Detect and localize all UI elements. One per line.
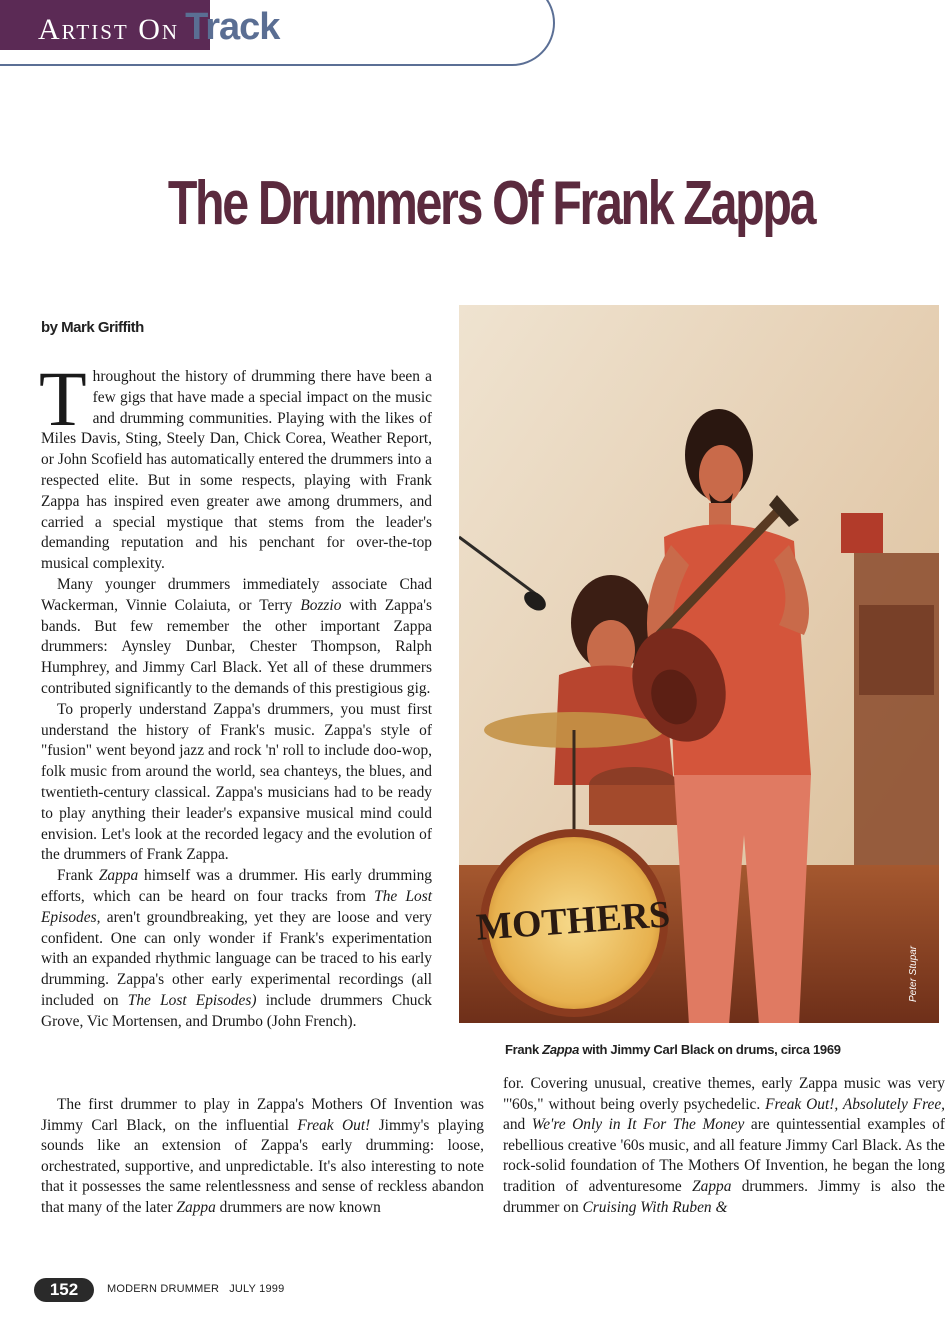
italic-run: Freak Out!	[297, 1116, 371, 1134]
section-name: Track	[185, 6, 280, 48]
caption-text-2: with Jimmy Carl Black on drums, circa 1969	[579, 1042, 841, 1057]
text-run: The first drummer to play in Zappa's Mothers Of Invention was Jimmy Carl Black, on the influential	[41, 1096, 484, 1134]
photo-caption	[505, 1042, 841, 1057]
text-run: include drummers Chuck Grove, Vic Mortensen, and Drumbo (John French).	[41, 991, 433, 1030]
page-number: 152	[34, 1278, 94, 1302]
bass-drum-lettering: MOTHERS	[474, 893, 672, 949]
paragraph	[41, 866, 432, 1032]
italic-run: The Lost Episodes)	[127, 991, 257, 1009]
body-left-paragraphs	[39, 355, 433, 1033]
paragraph	[39, 355, 432, 575]
paragraph	[41, 575, 432, 700]
italic-run: Freak Out!, Absolutely Free,	[765, 1095, 946, 1113]
italic-run: The Lost Episodes,	[41, 887, 432, 926]
paragraph	[41, 1095, 484, 1219]
italic-run: We're Only in It For The Money	[531, 1116, 745, 1134]
text-run: for. Covering unusual, creative themes, early Zappa music was very "'60s," without being overly psychedelic.	[503, 1075, 945, 1113]
section-prefix: Artist On	[38, 13, 180, 46]
paragraph	[41, 700, 432, 866]
italic-run: Zappa	[98, 867, 139, 885]
text-run: Frank	[57, 867, 99, 885]
article-title: The Drummers Of Frank Zappa	[167, 169, 815, 238]
text-run: Jimmy's playing sounds like an extension of Zappa's early drumming: loose, orchestrated, supportive, and unpredictable. It's also interesting to note that it possesses the same relentlessness and sense of reckless abandon that many of the later	[41, 1116, 484, 1216]
photo-credit: Peter Stupar	[908, 945, 919, 1002]
caption-text-1: Frank	[505, 1042, 543, 1057]
text-run: drummers. Jimmy is also the drummer on	[503, 1177, 945, 1216]
section-header	[38, 8, 279, 46]
italic-run: Bozzio	[300, 596, 342, 614]
text-run: and	[503, 1116, 532, 1134]
photo	[459, 305, 939, 1023]
body-column-bottom-right	[503, 1074, 945, 1218]
paragraph	[503, 1074, 945, 1218]
byline: by Mark Griffith	[41, 319, 144, 336]
magazine-name: MODERN DRUMMER	[107, 1283, 220, 1295]
text-run: with Zappa's bands. But few remember the other important Zappa drummers: Aynsley Dunbar, Chester Thompson, Ralph Humphrey, and Jimmy Carl Black. Yet all of these drummers contributed significantly to the demands of this prestigious gig.	[41, 596, 432, 697]
text-run: drummers are now known	[215, 1198, 381, 1216]
text-run: hroughout the history of drumming there have been a few gigs that have made a special impact on the music and drumming communities. Playing with the likes of Miles Davis, Sting, Steely Dan, Chick Corea, Weather Report, or John Scofield has automatically entered the drummers into a respected elite. But in some respects, playing with Frank Zappa has inspired even greater awe among drummers, and carried a special mystique that stems from the leader's demanding reputation and his penchant for over-the-top musical complexity.	[41, 368, 432, 573]
zappa-photo-illustration	[459, 305, 939, 1023]
caption-text-italic: Zappa	[542, 1042, 580, 1057]
body-column-bottom-left	[41, 1095, 484, 1219]
italic-run: Zappa	[176, 1198, 216, 1216]
drop-cap: T	[39, 355, 87, 442]
text-run: To properly understand Zappa's drummers, you must first understand the history of Frank's music. Zappa's style of "fusion" went beyond jazz and rock 'n' roll to include doo-wop, folk music from around the world, sea chanteys, the blues, and twentieth-century classical. Zappa's musicians had to be ready to play anything their leader's expansive musical mind could envision. Let's look at the recorded legacy and the evolution of the drummers of Frank Zappa.	[41, 700, 432, 864]
body-column-left	[39, 355, 433, 1033]
text-run: aren't groundbreaking, yet they are loose and very confident. One can only wonder if Frank's experimentation with an expanded rhythmic language can be traced to his early drumming. Zappa's other early experimental recordings (all included on	[41, 908, 432, 1009]
text-run: are quintessential examples of rebellious creative '60s music, and all feature Jimmy Carl Black. As the rock-solid foundation of The Mothers Of Invention, he began the long tradition of adventuresome	[503, 1116, 945, 1195]
issue-date: JULY 1999	[229, 1283, 285, 1295]
text-run: Many younger drummers immediately associate Chad Wackerman, Vinnie Colaiuta, or Terry	[41, 575, 432, 614]
italic-run: Cruising With Ruben &	[582, 1198, 728, 1216]
footer-masthead	[107, 1283, 284, 1295]
text-run: himself was a drummer. His early drumming efforts, which can be heard on four tracks from	[41, 867, 432, 905]
italic-run: Zappa	[692, 1177, 732, 1195]
